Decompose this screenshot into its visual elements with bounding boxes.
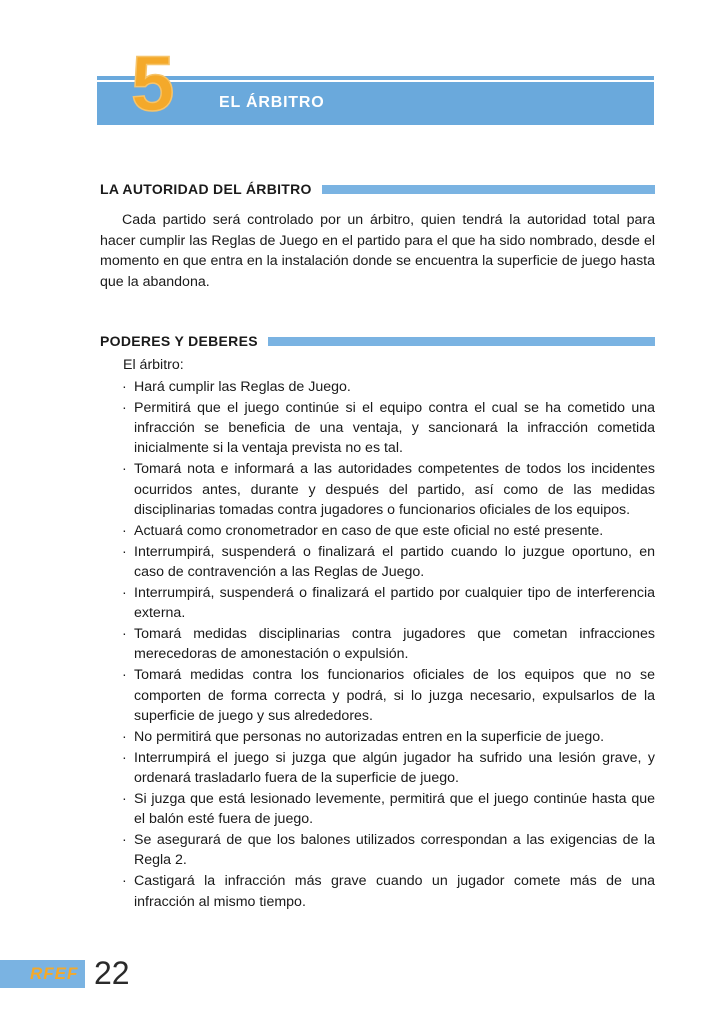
list-item (122, 830, 655, 871)
list-item (122, 377, 655, 397)
list-item (122, 459, 655, 520)
referee-intro: El árbitro: (123, 357, 184, 373)
list-item-text: Actuará como cronometrador en caso de que este oficial no esté presente. (134, 522, 604, 539)
list-item-text: Castigará la infracción más grave cuando un jugador comete más de una infracción al mismo tiempo. (134, 873, 655, 910)
list-item-text: Hará cumplir las Reglas de Juego. (134, 379, 351, 395)
list-item-text: Interrumpirá, suspenderá o finalizará el partido por cualquier tipo de interferencia externa. (134, 584, 655, 622)
bullet-dot: · (122, 749, 127, 766)
list-item (122, 542, 655, 583)
list-item (122, 398, 655, 459)
bullet-dot: · (122, 584, 127, 601)
list-item-text: No permitirá que personas no autorizadas entren en la superficie de juego. (134, 728, 605, 745)
list-item (122, 583, 655, 624)
list-item (122, 665, 655, 726)
chapter-title: EL ÁRBITRO (219, 94, 325, 111)
section-heading-text: PODERES Y DEBERES (100, 333, 258, 349)
list-item (122, 871, 655, 912)
list-item-text: Tomará nota e informará a las autoridades competentes de todos los incidentes ocurridos antes, durante y después del partido, así como de las medidas disciplinarias tomadas contra jugadores o funcionarios oficiales de los equipos. (134, 461, 655, 518)
bullet-dot: · (122, 832, 127, 849)
list-item-text: Permitirá que el juego continúe si el equipo contra el cual se ha cometido una infracción se beneficia de una ventaja, y sancionará la infracción cometida inicialmente si la ventaja prevista no es tal. (134, 399, 655, 457)
bullet-dot: · (122, 728, 127, 745)
authority-paragraph: Cada partido será controlado por un árbitro, quien tendrá la autoridad total para hacer cumplir las Reglas de Juego en el partido para el que ha sido nombrado, desde el momento en que entra en la instalación donde se encuentra la superficie de juego hasta que la abandona. (100, 212, 655, 290)
list-item-text: Interrumpirá el juego si juzga que algún jugador ha sufrido una lesión grave, y ordenará trasladarlo fuera de la superficie de juego. (134, 749, 655, 786)
list-item (122, 789, 655, 830)
bullet-dot: · (122, 667, 127, 684)
bullet-dot: · (122, 873, 127, 890)
list-item-text: Tomará medidas contra los funcionarios oficiales de los equipos que no se comporten de forma correcta y podrá, si lo juzga necesario, expulsarlos de la superficie de juego y sus alrededores. (134, 667, 655, 724)
list-item (122, 748, 655, 789)
list-item-text: Tomará medidas disciplinarias contra jugadores que cometan infracciones merecedoras de amonestación o expulsión. (134, 626, 655, 663)
list-item (122, 727, 655, 747)
page-number: 22 (94, 955, 130, 991)
list-item-text: Si juzga que está lesionado levemente, permitirá que el juego continúe hasta que el balón esté fuera de juego. (134, 790, 655, 828)
list-item (122, 521, 655, 541)
chapter-number: 5 (131, 39, 175, 127)
rfef-logo: RFEF (30, 964, 79, 983)
bullet-dot: · (122, 379, 127, 395)
list-item-text: Interrumpirá, suspenderá o finalizará el partido cuando lo juzgue oportuno, en caso de contravención a las Reglas de Juego. (134, 543, 655, 581)
list-item (122, 624, 655, 665)
section-heading-bar (268, 337, 655, 346)
section-heading-powers (100, 331, 655, 351)
list-item-text: Se asegurará de que los balones utilizados correspondan a las exigencias de la Regla 2. (134, 832, 655, 869)
bullet-dot: · (122, 522, 127, 539)
bullet-dot: · (122, 461, 127, 478)
bullet-dot: · (122, 399, 127, 416)
bullet-dot: · (122, 543, 127, 560)
section-heading-bar (322, 185, 655, 194)
section-heading-authority (100, 179, 655, 199)
bullet-dot: · (122, 790, 127, 807)
duties-list (122, 377, 655, 912)
bullet-dot: · (122, 626, 127, 643)
section-heading-text: LA AUTORIDAD DEL ÁRBITRO (100, 181, 312, 197)
